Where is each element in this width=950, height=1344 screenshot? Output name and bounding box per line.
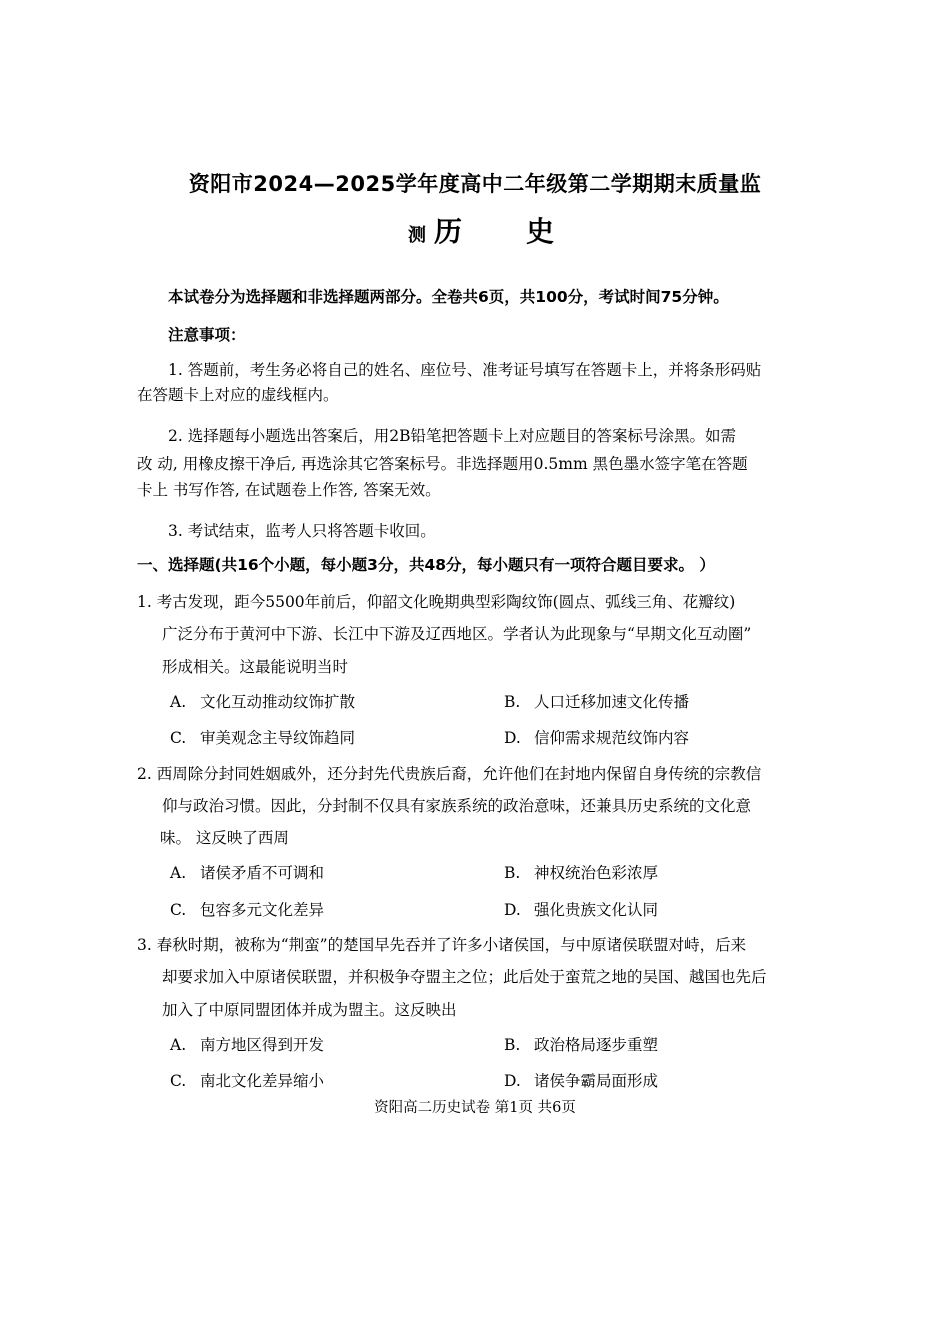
question-1-option-d: D. 信仰需求规范纹饰内容: [504, 729, 690, 747]
notice-item-2-line-3: 卡上 书写作答, 在试题卷上作答, 答案无效。: [137, 481, 441, 499]
question-2-option-a: A. 诸侯矛盾不可调和: [170, 864, 325, 882]
question-3-line-2: 却要求加入中原诸侯联盟，并积极争夺盟主之位；此后处于蛮荒之地的吴国、越国也先后: [162, 968, 767, 986]
question-1-line-2: 广泛分布于黄河中下游、长江中下游及辽西地区。学者认为此现象与“早期文化互动圈”: [162, 625, 752, 643]
question-1-line-1: 1. 考古发现，距今5500年前后，仰韶文化晚期典型彩陶纹饰(圆点、弧线三角、花瓣纹): [137, 593, 736, 611]
section-1-heading: 一、选择题(共16个小题，每小题3分，共48分，每小题只有一项符合题目要求。 ）: [137, 556, 715, 574]
notice-item-1-line-2: 在答题卡上对应的虚线框内。: [137, 386, 339, 404]
question-2-option-c: C. 包容多元文化差异: [170, 901, 325, 919]
question-2-option-b: B. 神权统治色彩浓厚: [504, 864, 659, 882]
question-2-option-d: D. 强化贵族文化认同: [504, 901, 659, 919]
question-3-option-d: D. 诸侯争霸局面形成: [504, 1072, 659, 1090]
exam-subject: [408, 210, 554, 250]
question-2-line-3: 味。 这反映了西周: [160, 829, 289, 847]
title-continuation: 测: [408, 225, 426, 246]
subject-char-2: 史: [526, 215, 555, 248]
question-1-line-3: 形成相关。这最能说明当时: [162, 658, 349, 676]
question-3-option-c: C. 南北文化差异缩小: [170, 1072, 325, 1090]
notice-item-1-line-1: 1. 答题前，考生务必将自己的姓名、座位号、准考证号填写在答题卡上，并将条形码贴: [168, 361, 762, 379]
question-3-option-b: B. 政治格局逐步重塑: [504, 1036, 659, 1054]
exam-title: 资阳市2024—2025学年度高中二年级第二学期期末质量监: [188, 172, 762, 196]
notice-item-3: 3. 考试结束，监考人只将答题卡收回。: [168, 522, 436, 540]
question-3-option-a: A. 南方地区得到开发: [170, 1036, 325, 1054]
exam-intro: 本试卷分为选择题和非选择题两部分。全卷共6页，共100分，考试时间75分钟。: [168, 288, 729, 306]
notice-item-2-line-1: 2. 选择题每小题选出答案后，用2B铅笔把答题卡上对应题目的答案标号涂黑。如需: [168, 427, 736, 445]
question-1-option-b: B. 人口迁移加速文化传播: [504, 693, 690, 711]
notice-heading: 注意事项：: [168, 326, 246, 344]
question-3-line-1: 3. 春秋时期，被称为“荆蛮”的楚国早先吞并了许多小诸侯国，与中原诸侯联盟对峙，后来: [137, 936, 747, 954]
page-footer: 资阳高二历史试卷 第1页 共6页: [374, 1100, 576, 1116]
question-1-option-a: A. 文化互动推动纹饰扩散: [170, 693, 356, 711]
question-3-line-3: 加入了中原同盟团体并成为盟主。这反映出: [162, 1001, 457, 1019]
question-2-line-2: 仰与政治习惯。因此，分封制不仅具有家族系统的政治意味，还兼具历史系统的文化意: [162, 797, 752, 815]
question-2-line-1: 2. 西周除分封同姓姻戚外，还分封先代贵族后裔，允许他们在封地内保留自身传统的宗教信: [137, 765, 762, 783]
notice-item-2-line-2: 改 动, 用橡皮擦干净后, 再选涂其它答案标号。非选择题用0.5mm 黑色墨水签字笔在答题: [137, 455, 748, 473]
subject-char-1: 历: [434, 215, 463, 248]
question-1-option-c: C. 审美观念主导纹饰趋同: [170, 729, 356, 747]
